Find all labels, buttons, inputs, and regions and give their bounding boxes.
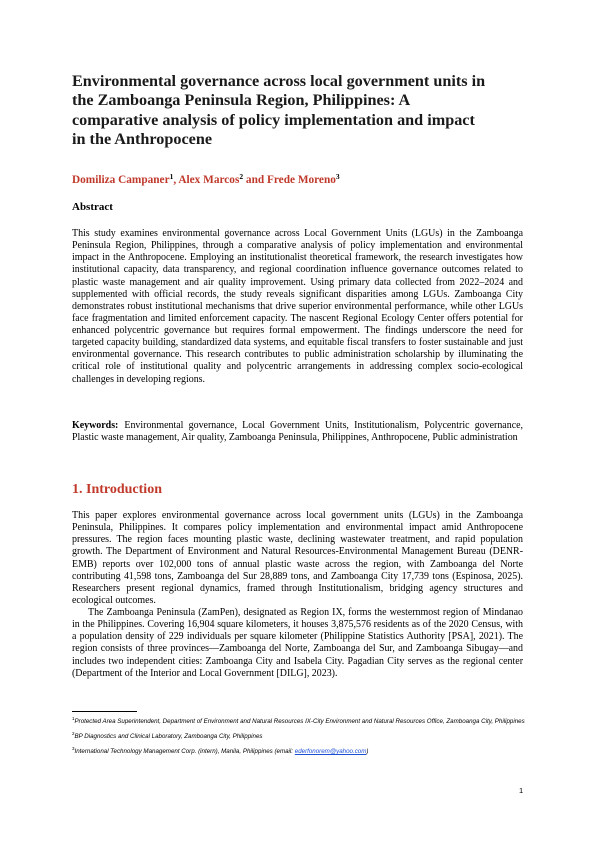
footnote-marker: 2 [72,731,75,736]
footnote-marker: 1 [72,716,75,721]
abstract-heading: Abstract [72,201,113,213]
author-affiliation-marker: 2 [239,172,244,181]
footnote-text: Protected Area Superintendent, Department of Environment and Natural Resources IX-City Environment and Natural Resources Office, Zamboanga City, Philippines [74,718,525,725]
paragraph: The Zamboanga Peninsula (ZamPen), designated as Region IX, forms the westernmost region of Mindanao in the Philippines. Covering 16,904 square kilometers, it houses 3,875,576 residents as of the 2020 Census, with a population density of 229 individuals per square kilometer (Philippine Statistics Authority [PSA], 2021). The region consists of three provinces—Zamboanga del Norte, Zamboanga del Sur, and Zamboanga Sibugay—and includes two independent cities: Zamboanga City and Isabela City. Pagadian City serves as the regional center (Department of the Interior and Local Government [DILG], 2023). [72,607,523,679]
introduction-body [72,510,523,680]
page-number: 1 [519,786,524,795]
footnote-marker: 3 [72,746,75,751]
paragraph: This paper explores environmental governance across local government units (LGUs) in the Zamboanga Peninsula, Philippines. It compares policy implementation and environmental impact amid Anthropocene pressures. The region faces mounting plastic waste, declining wastewater treatment, and rapid population growth. The Department of Environment and Natural Resources-Environmental Management Bureau (DENR-EMB) reports over 102,000 tons of annual plastic waste across the region, with Zamboanga del Norte contributing 41,598 tons, Zamboanga del Sur 28,889 tons, and Zamboanga City 17,739 tons (Espinosa, 2025). Researchers present regional dynamics, framed through Institutionalism, bridging agency structures and ecological outcomes. [72,510,523,606]
footnote [72,744,532,757]
paper-title: Environmental governance across local government units in the Zamboanga Peninsula Region, Philippines: A comparative analysis of policy implementation and impact in the Anthropocene [72,72,486,148]
footnote-divider [72,711,137,712]
author-separator: , [173,174,179,186]
footnote-suffix: ) [366,748,369,755]
author-affiliation-marker: 3 [335,172,340,181]
footnotes [72,714,532,759]
footnote [72,729,532,742]
author-name: Alex Marcos [178,174,240,186]
keywords-label: Keywords: [72,420,119,431]
author-name: Domiliza Campaner [72,174,170,186]
keywords [72,420,523,444]
abstract-text: This study examines environmental governance across Local Government Units (LGUs) in the Zamboanga Peninsula Region, Philippines, through a comparative analysis of policy implementation and environmental impact in the Anthropocene. Employing an institutionalist theoretical framework, the research investigates how institutional capacity, data transparency, and regional coordination influence governance outcomes related to plastic waste management and air quality improvement. Using primary data collected from 2022–2024 and supplemented with official records, the study reveals significant disparities among LGUs. Zamboanga City demonstrates robust institutional mechanisms that drive superior environmental performance, while other LGUs face fragmentation and limited enforcement capacity. The nascent Regional Ecology Center offers potential for enhanced polycentric governance but requires formal empowerment. The findings underscore the need for targeted capacity building, standardized data systems, and equitable fiscal transfers to foster sustainable and just environmental governance. This research contributes to public administration scholarship by illuminating the critical role of institutional quality and polycentric arrangements in addressing complex socio-ecological challenges in developing regions. [72,228,523,385]
footnote [72,714,532,727]
author-separator: and [243,174,267,186]
section-heading-introduction: 1. Introduction [72,482,162,497]
keywords-text: Environmental governance, Local Government Units, Institutionalism, Polycentric governance, Plastic waste management, Air quality, Zamboanga Peninsula, Philippines, Anthropocene, Public administration [72,420,523,444]
author-affiliation-marker: 1 [169,172,174,181]
email-link[interactable]: ederfonorem@yahoo.com [294,748,367,755]
author-list [72,172,340,186]
author-name: Frede Moreno [266,174,336,186]
footnote-text: BP Diagnostics and Clinical Laboratory, Zamboanga City, Philippines [74,733,263,740]
footnote-text: International Technology Management Corp. (intern), Manila, Philippines (email: [74,748,295,755]
